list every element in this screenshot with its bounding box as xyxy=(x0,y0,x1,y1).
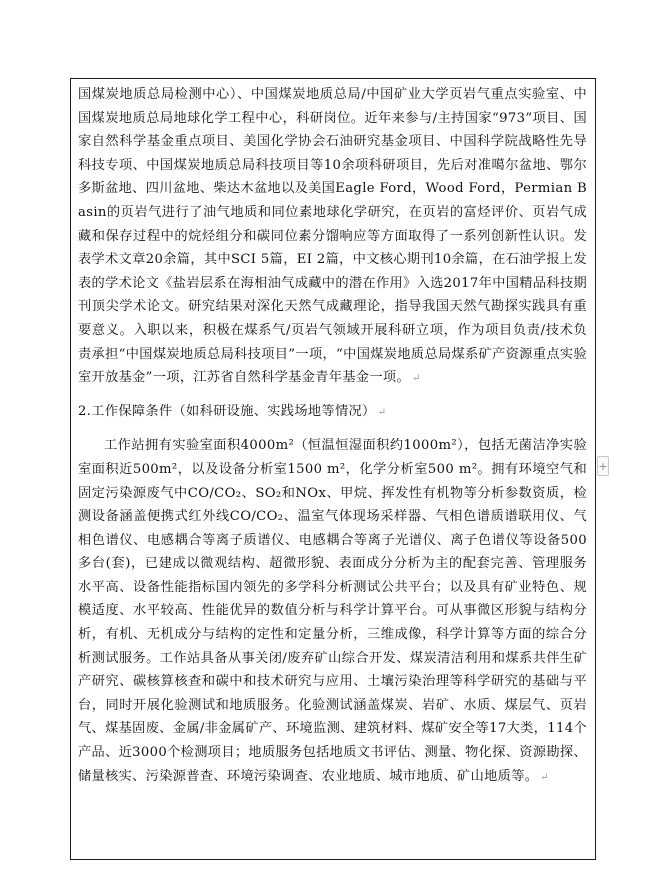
paragraph-mark-icon: ↵ xyxy=(412,373,421,385)
paragraph-mark-icon: ↵ xyxy=(540,771,550,783)
table-cell[interactable] xyxy=(70,78,596,860)
paragraph-mark-icon: ↵ xyxy=(377,406,387,418)
paragraph-research-experience-text: 国煤炭地质总局检测中心）、中国煤炭地质总局/中国矿业大学页岩气重点实验室、中国煤炭地质总局地球化学工程中心，科研岗位。近年来参与/主持国家“973”项目、国家自然科学基金重点项目、美国化学协会石油研究基金项目、中国科学院战略性先导科技专项、中国煤炭地质总局科技项目等10余项科研项目，先后对准噶尔盆地、鄂尔多斯盆地、四川盆地、柴达木盆地以及美国Eagle Ford，Wood Ford，Permian Basin的页岩气进行了油气地质和同位素地球化学研究，在页岩的富烃评价、页岩气成藏和保存过程中的烷烃组分和碳同位素分馏响应等方面取得了一系列创新性认识。发表学术文章20余篇，其中SCI 5篇，EI 2篇，中文核心期刊10余篇，在石油学报上发表的学术论文《盐岩层系在海相油气成藏中的潜在作用》入选2017年中国精品科技期刊顶尖学术论文。研究结果对深化天然气成藏理论，指导我国天然气勘探实践具有重要意义。入职以来，积极在煤系气/页岩气领域开展科研立项，作为项目负责/技术负责承担“中国煤炭地质总局科技项目”一项，“中国煤炭地质总局煤系矿产资源重点实验室开放基金”一项，江苏省自然科学基金青年基金一项。 xyxy=(78,87,587,386)
section-heading-text: 2.工作保障条件（如科研设施、实践场地等情况） xyxy=(78,403,376,419)
paragraph-work-conditions-text: 工作站拥有实验室面积4000m²（恒温恒湿面积约1000m²），包括无菌洁净实验室面积近500m²，以及设备分析室1500 m²，化学分析室500 m²。拥有环境空气和固定污染源废气中CO/CO₂、SO₂和NOx、甲烷、挥发性有机物等分析参数资质，检测设备涵盖便携式红外线CO/CO₂、温室气体现场采样器、气相色谱质谱联用仪、气相色谱仪、电感耦合等离子质谱仪、电感耦合等离子光谱仪、离子色谱仪等设备500多台(套)，已建成以微观结构、超微形貌、表面成分分析为主的配套完善、管理服务水平高、设备性能指标国内领先的多学科分析测试公共平台；以及具有矿业特色、规模适度、水平较高、性能优异的数值分析与科学计算平台。可从事微区形貌与结构分析，有机、无机成分与结构的定性和定量分析，三维成像，科学计算等方面的综合分析测试服务。工作站具备从事关闭/废弃矿山综合开发、煤炭清洁利用和煤系共伴生矿产研究、碳核算核查和碳中和技术研究与应用、土壤污染治理等科学研究的基础与平台，同时开展化验测试和地质服务。化验测试涵盖煤炭、岩矿、水质、煤层气、页岩气、煤基固废、金属/非金属矿产、环境监测、建筑材料、煤矿安全等17大类，114个产品、近3000个检测项目；地质服务包括地质文书评估、测量、物化探、资源勘探、储量核实、污染源普查、环境污染调查、农业地质、城市地质、矿山地质等。 xyxy=(78,438,587,784)
paragraph-research-experience xyxy=(78,83,587,391)
paragraph-work-conditions xyxy=(78,434,587,789)
section-heading-work-conditions xyxy=(78,400,587,425)
add-row-icon[interactable]: + xyxy=(597,456,609,476)
